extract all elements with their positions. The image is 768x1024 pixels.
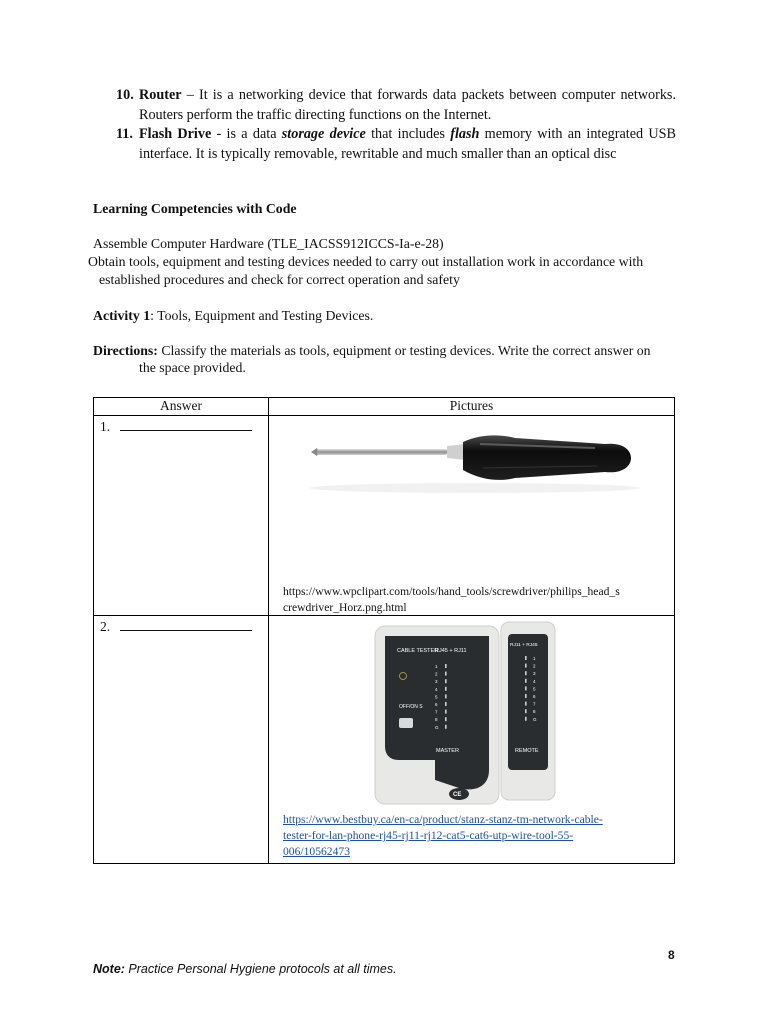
picture-container <box>269 416 674 615</box>
led-indicator <box>445 710 447 714</box>
activity-line <box>93 307 373 325</box>
led-pin-label: G <box>435 724 439 730</box>
led-pin-label: 2 <box>533 663 536 669</box>
screwdriver-image <box>305 430 645 494</box>
item-term: Flash Drive <box>139 126 212 142</box>
led-indicator <box>525 717 527 721</box>
item-text: memory with an integrated USB interface. It is typically removable, rewritable and much smaller than an optical disc <box>139 126 676 162</box>
led-indicator <box>445 717 447 721</box>
picture-container <box>269 616 674 863</box>
activity-table <box>93 397 675 864</box>
led-indicator <box>525 656 527 660</box>
competency-line: established procedures and check for correct operation and safety <box>99 272 460 287</box>
item-number: 11. <box>116 126 133 142</box>
item-body <box>139 125 676 164</box>
picture-cell <box>269 616 675 864</box>
item-separator: – <box>181 87 199 103</box>
caption-line[interactable]: tester-for-lan-phone-rj45-rj11-rj12-cat5-cat6-utp-wire-tool-55- <box>283 829 574 842</box>
led-pin-label: 7 <box>533 701 536 707</box>
switch-label: OFF/ON S <box>399 704 423 710</box>
ce-mark: CE <box>453 792 462 798</box>
led-pin-label: 2 <box>435 671 438 677</box>
activity-text: : Tools, Equipment and Testing Devices. <box>150 308 374 323</box>
answer-blank[interactable] <box>120 618 252 631</box>
item-body <box>139 86 676 125</box>
led-pin-label: 7 <box>435 709 438 715</box>
note-label: Note: <box>93 962 125 976</box>
led-indicator <box>445 694 447 698</box>
answer-cell <box>94 416 269 616</box>
led-pin-label: 6 <box>533 694 536 699</box>
caption-line[interactable]: 006/10562473 <box>283 845 350 858</box>
led-pin-label: 8 <box>435 717 438 723</box>
led-indicator <box>525 664 527 668</box>
led-indicator <box>445 679 447 683</box>
answer-line <box>94 416 268 435</box>
picture-cell <box>269 416 675 616</box>
led-pin-label: 5 <box>435 694 438 700</box>
column-header-answer: Answer <box>94 398 269 416</box>
competency-line: Obtain tools, equipment and testing devices needed to carry out installation work in accordance with <box>88 254 644 269</box>
caption-line: crewdriver_Horz.png.html <box>283 601 407 614</box>
led-pin-label: 4 <box>533 678 536 684</box>
master-label: MASTER <box>436 748 459 754</box>
emphasis-flash: flash <box>450 126 480 142</box>
led-pin-label: 1 <box>533 656 536 661</box>
led-indicator <box>525 694 527 698</box>
led-pin-label: 4 <box>435 686 438 692</box>
directions-text: Classify the materials as tools, equipment or testing devices. Write the correct answer on <box>157 343 651 358</box>
led-pin-label: 3 <box>435 679 438 685</box>
led-indicator <box>445 687 447 691</box>
item-number: 10. <box>116 87 134 103</box>
led-indicator <box>445 672 447 676</box>
image-source-link[interactable] <box>283 812 663 860</box>
power-switch <box>399 718 413 728</box>
item-separator: - <box>211 126 227 142</box>
led-indicator <box>525 686 527 690</box>
image-source-caption <box>283 584 663 616</box>
caption-line: https://www.wpclipart.com/tools/hand_tools/screwdriver/philips_head_s <box>283 585 620 598</box>
item-term: Router <box>139 87 182 103</box>
cable-tester-image <box>373 620 557 806</box>
column-header-pictures: Pictures <box>269 398 675 416</box>
activity-label: Activity 1 <box>93 308 151 323</box>
tester-title: CABLE TESTER <box>397 648 439 654</box>
list-item-router <box>116 86 676 125</box>
item-text: that includes <box>365 126 451 142</box>
competency-line: Assemble Computer Hardware (TLE_IACSS912ICCS-Ia-e-28) <box>93 236 444 251</box>
remote-port-label: RJ11 + RJ45 <box>510 643 538 648</box>
answer-number: 2. <box>100 619 111 634</box>
answer-cell <box>94 616 269 864</box>
table-row <box>94 616 675 864</box>
competencies-heading: Learning Competencies with Code <box>93 201 297 216</box>
led-indicator <box>445 702 447 706</box>
led-indicator <box>445 725 447 729</box>
footer-note <box>93 962 397 976</box>
led-pin-label: 1 <box>435 664 438 669</box>
led-indicator <box>525 702 527 706</box>
emphasis-storage-device: storage device <box>281 126 366 142</box>
item-text: is a data <box>226 126 282 142</box>
directions-line-2: the space provided. <box>139 360 246 375</box>
answer-number: 1. <box>100 419 111 434</box>
page-number: 8 <box>668 948 675 962</box>
remote-label: REMOTE <box>515 748 539 754</box>
led-indicator <box>525 709 527 713</box>
note-text: Practice Personal Hygiene protocols at all times. <box>124 962 397 976</box>
answer-blank[interactable] <box>120 418 252 431</box>
led-pin-label: 6 <box>435 702 438 707</box>
led-pin-label: 8 <box>533 709 536 715</box>
led-pin-label: 5 <box>533 686 536 692</box>
led-indicator <box>445 664 447 668</box>
directions-line <box>93 342 651 360</box>
directions-label: Directions: <box>93 343 158 358</box>
led-indicator <box>525 671 527 675</box>
list-item-flash-drive <box>116 125 676 164</box>
table-row <box>94 416 675 616</box>
table-header-row <box>94 398 675 416</box>
led-pin-label: 3 <box>533 671 536 677</box>
led-indicator <box>525 679 527 683</box>
led-pin-label: G <box>533 716 537 722</box>
master-port-label: RJ45 + RJ11 <box>435 648 467 654</box>
caption-line[interactable]: https://www.bestbuy.ca/en-ca/product/stanz-stanz-tm-network-cable- <box>283 813 603 826</box>
item-text: It is a networking device that forwards data packets between computer networks. Routers perform the traffic directing functions on the Internet. <box>139 87 677 123</box>
answer-line <box>94 616 268 635</box>
